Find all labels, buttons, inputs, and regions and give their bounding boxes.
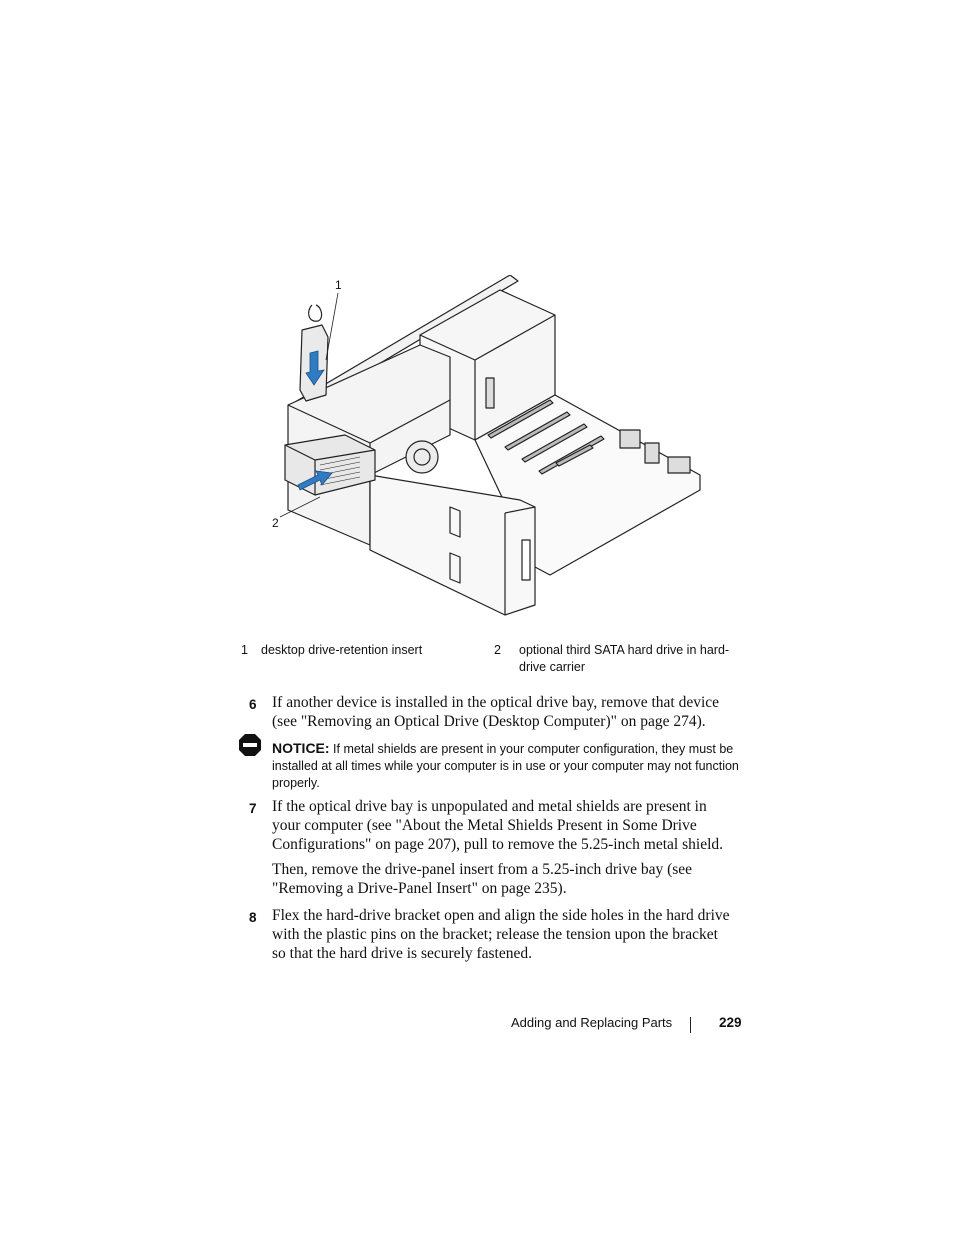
step-7-text: If the optical drive bay is unpopulated and metal shields are present in your computer (see "About the Metal Shields Present in Some Drive Configurations" on page 207), pull to remove the 5.25-inch metal shield. [272,798,723,853]
footer-section-title: Adding and Replacing Parts [511,1015,673,1030]
step-7-continuation: Then, remove the drive-panel insert from a 5.25-inch drive bay (see "Removing a Drive-Panel Insert" on page 235). [272,861,693,897]
step-8-number: 8 [249,910,257,925]
notice-icon [238,733,262,757]
footer-separator [690,1017,691,1033]
step-8-text: Flex the hard-drive bracket open and align the side holes in the hard drive with the plastic pins on the bracket; release the tension upon the bracket so that the hard drive is securely fastened. [272,907,730,962]
notice-text: If metal shields are present in your computer configuration, they must be installed at all times while your computer is in use or your computer may not function properly. [272,742,739,790]
step-7-number: 7 [249,801,257,816]
legend-text-2: optional third SATA hard drive in hard-drive carrier [519,643,730,674]
legend-num-1: 1 [241,643,248,657]
step-6-number: 6 [249,697,257,712]
page-number: 229 [719,1015,742,1030]
notice-label: NOTICE: [272,740,330,756]
legend-num-2: 2 [494,643,501,657]
legend-text-1: desktop drive-retention insert [261,643,423,657]
callout-1: 1 [335,278,342,292]
step-6-text: If another device is installed in the optical drive bay, remove that device (see "Removing an Optical Drive (Desktop Computer)" on page 274). [272,694,720,730]
notice-block [272,740,742,792]
callout-2: 2 [272,516,279,530]
computer-chassis-illustration [260,275,710,620]
